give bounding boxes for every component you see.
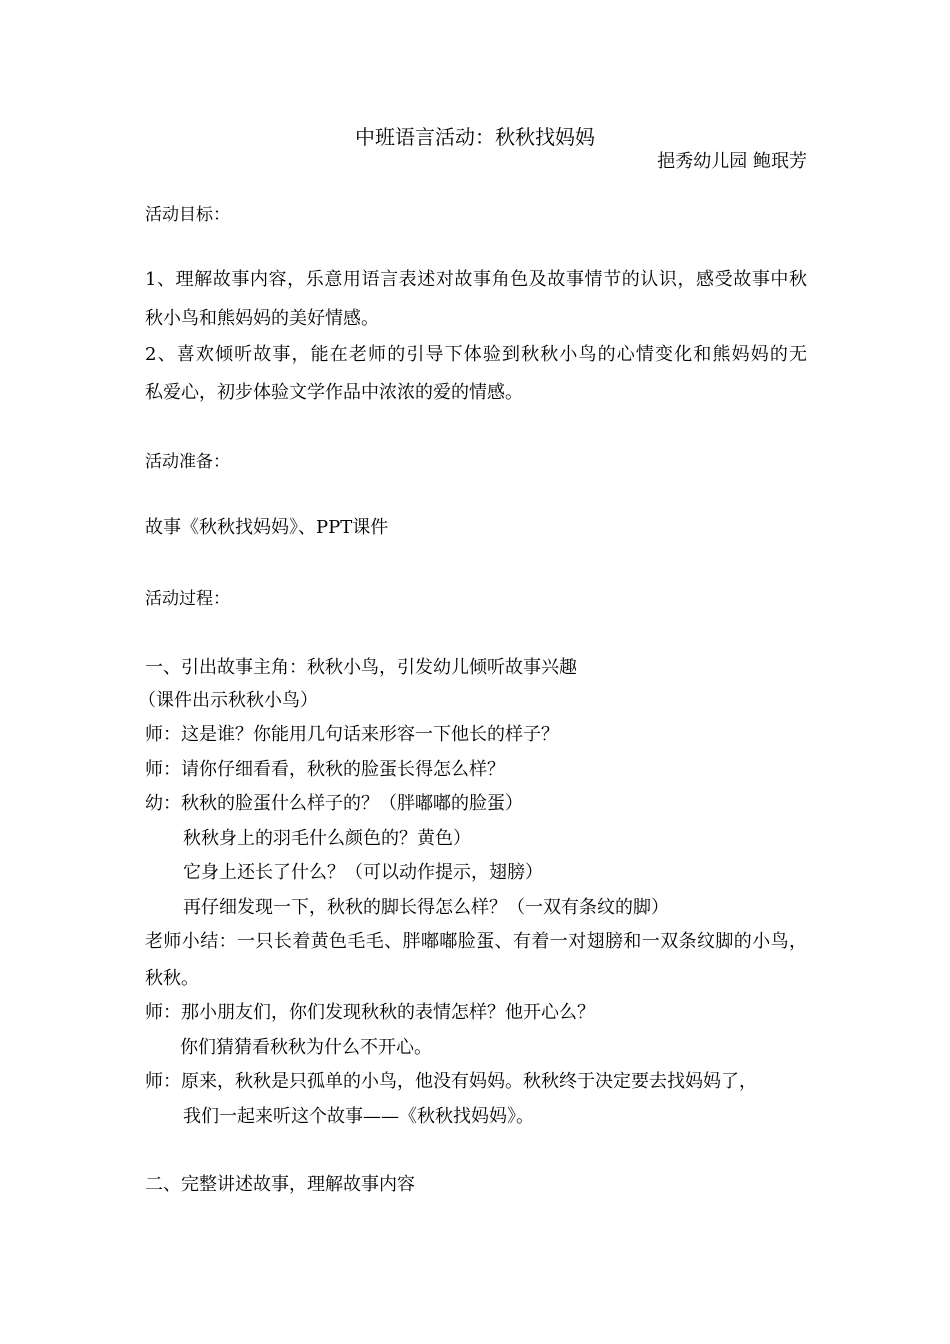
goals-heading: 活动目标：	[145, 205, 230, 225]
prep-heading: 活动准备：	[145, 452, 230, 472]
process-line: 师：这是谁？你能用几句话来形容一下他长的样子？	[145, 724, 559, 745]
goal-line: 1、理解故事内容，乐意用语言表述对故事角色及故事情节的认识，感受故事中秋	[145, 269, 807, 290]
goal-line: 秋小鸟和熊妈妈的美好情感。	[145, 308, 379, 329]
goal-line: 2、喜欢倾听故事，能在老师的引导下体验到秋秋小鸟的心情变化和熊妈妈的无	[145, 344, 807, 365]
process-line: 我们一起来听这个故事——《秋秋找妈妈》。	[183, 1106, 534, 1127]
process-heading: 活动过程：	[145, 589, 230, 609]
process-line: 秋秋身上的羽毛什么颜色的？黄色）	[183, 828, 471, 849]
process-line: （课件出示秋秋小鸟）	[138, 690, 318, 711]
process-line: 你们猜猜看秋秋为什么不开心。	[180, 1037, 432, 1058]
process-line: 师：原来，秋秋是只孤单的小鸟，他没有妈妈。秋秋终于决定要去找妈妈了，	[145, 1071, 757, 1092]
part1-heading: 一、引出故事主角：秋秋小鸟，引发幼儿倾听故事兴趣	[145, 657, 577, 678]
goal-line: 私爱心，初步体验文学作品中浓浓的爱的情感。	[145, 382, 523, 403]
process-line: 秋秋。	[145, 968, 199, 989]
process-line: 它身上还长了什么？（可以动作提示，翅膀）	[183, 862, 543, 883]
part2-heading: 二、完整讲述故事，理解故事内容	[145, 1174, 415, 1195]
document-title: 中班语言活动：秋秋找妈妈	[355, 125, 595, 149]
prep-text: 故事《秋秋找妈妈》、PPT课件	[145, 517, 389, 538]
process-line: 师：请你仔细看看，秋秋的脸蛋长得怎么样？	[145, 759, 505, 780]
process-line: 老师小结：一只长着黄色毛毛、胖嘟嘟脸蛋、有着一对翅膀和一双条纹脚的小鸟，	[145, 931, 807, 952]
author-line: 挹秀幼儿园 鲍珉芳	[657, 151, 807, 172]
process-line: 再仔细发现一下，秋秋的脚长得怎么样？（一双有条纹的脚）	[183, 897, 669, 918]
process-line: 师：那小朋友们，你们发现秋秋的表情怎样？他开心么？	[145, 1002, 595, 1023]
process-line: 幼：秋秋的脸蛋什么样子的？（胖嘟嘟的脸蛋）	[145, 793, 523, 814]
